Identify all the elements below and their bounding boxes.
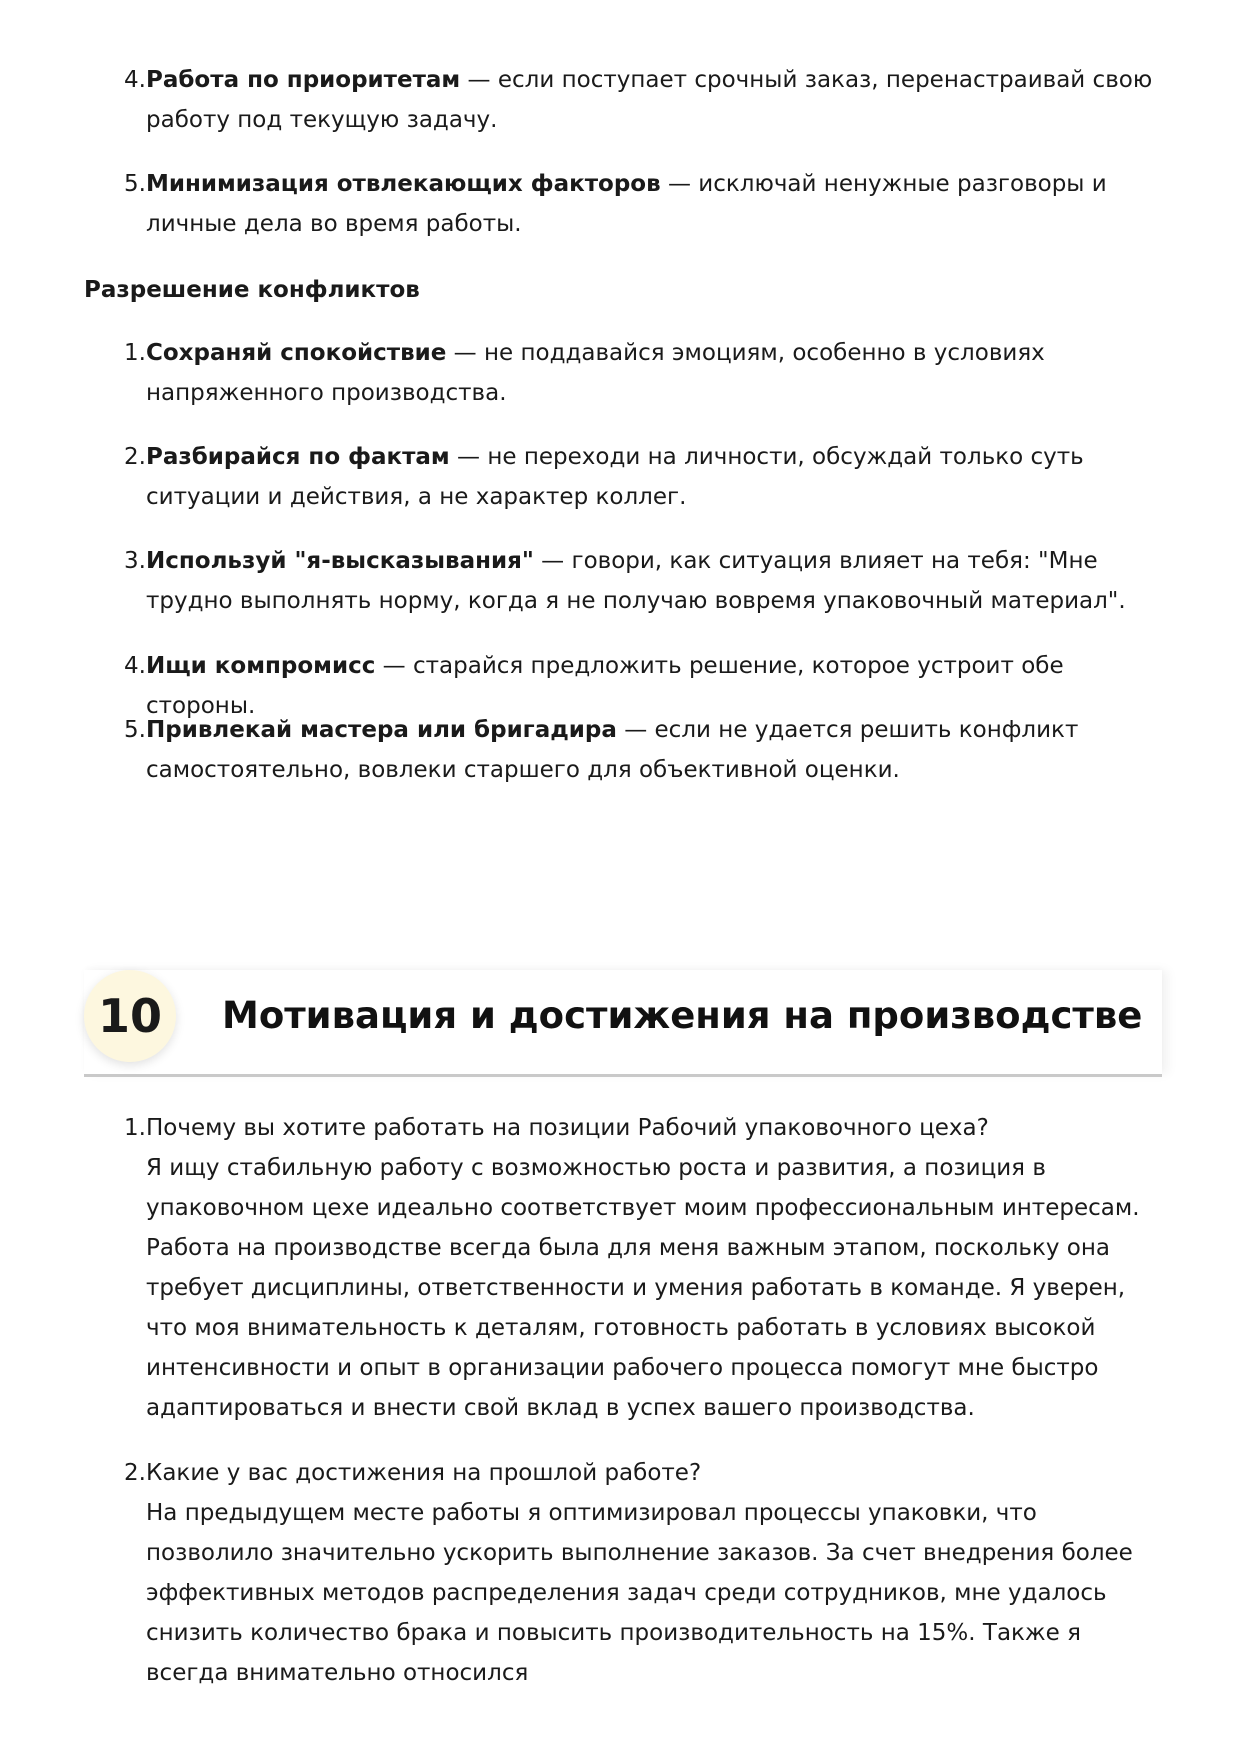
- section-title: Мотивация и достижения на производстве: [222, 994, 1143, 1037]
- list-description: — старайся предложить решение, которое устроит обе стороны.: [146, 653, 1064, 719]
- list-term: Используй "я-высказывания": [146, 548, 534, 574]
- qa-number: 1.: [124, 1115, 146, 1141]
- conflict-heading: Разрешение конфликтов: [84, 277, 420, 303]
- list-item: [118, 164, 1163, 244]
- list-term: Ищи компромисс: [146, 653, 376, 679]
- qa-question: Почему вы хотите работать на позиции Рабочий упаковочного цеха?: [146, 1115, 989, 1141]
- list-description: — исключай ненужные разговоры и личные дела во время работы.: [146, 171, 1107, 237]
- list-description: — не поддавайся эмоциям, особенно в условиях напряженного производства.: [146, 340, 1045, 406]
- list-item: [118, 333, 1163, 413]
- section-number-badge: 10: [84, 970, 176, 1062]
- list-term: Сохраняй спокойствие: [146, 340, 447, 366]
- list-item: [118, 60, 1163, 140]
- list-term: Разбирайся по фактам: [146, 444, 450, 470]
- section-header: [84, 970, 1162, 1078]
- qa-question: Какие у вас достижения на прошлой работе?: [146, 1460, 702, 1486]
- qa-answer: На предыдущем месте работы я оптимизировал процессы упаковки, что позволило значительно ускорить выполнение заказов. За счет внедрения более эффективных методов распределения задач среди сотрудников, мне удалось снизить количество брака и повысить производительность на 15%. Также я всегда внимательно относился: [146, 1500, 1133, 1686]
- section-divider: [84, 1074, 1162, 1077]
- list-number: 1.: [124, 340, 146, 366]
- list-description: — говори, как ситуация влияет на тебя: "Мне трудно выполнять норму, когда я не получаю вовремя упаковочный материал".: [146, 548, 1126, 614]
- list-term: Привлекай мастера или бригадира: [146, 717, 617, 743]
- list-number: 4.: [124, 67, 146, 93]
- list-description: — если не удается решить конфликт самостоятельно, вовлеки старшего для объективной оценки.: [146, 717, 1079, 783]
- list-term: Минимизация отвлекающих факторов: [146, 171, 661, 197]
- qa-item: [118, 1108, 1163, 1428]
- qa-number: 2.: [124, 1460, 146, 1486]
- list-item: [118, 710, 1163, 790]
- list-item: [118, 437, 1163, 517]
- list-item: [118, 541, 1163, 621]
- qa-item: [118, 1453, 1163, 1693]
- list-number: 2.: [124, 444, 146, 470]
- list-description: — не переходи на личности, обсуждай только суть ситуации и действия, а не характер коллег.: [146, 444, 1084, 510]
- qa-answer: Я ищу стабильную работу с возможностью роста и развития, а позиция в упаковочном цехе идеально соответствует моим профессиональным интересам. Работа на производстве всегда была для меня важным этапом, поскольку она требует дисциплины, ответственности и умения работать в команде. Я уверен, что моя внимательность к деталям, готовность работать в условиях высокой интенсивности и опыт в организации рабочего процесса помогут мне быстро адаптироваться и внести свой вклад в успех вашего производства.: [146, 1155, 1140, 1421]
- list-number: 3.: [124, 548, 146, 574]
- list-term: Работа по приоритетам: [146, 67, 461, 93]
- list-number: 5.: [124, 171, 146, 197]
- list-description: — если поступает срочный заказ, перенастраивай свою работу под текущую задачу.: [146, 67, 1153, 133]
- list-number: 4.: [124, 653, 146, 679]
- list-number: 5.: [124, 717, 146, 743]
